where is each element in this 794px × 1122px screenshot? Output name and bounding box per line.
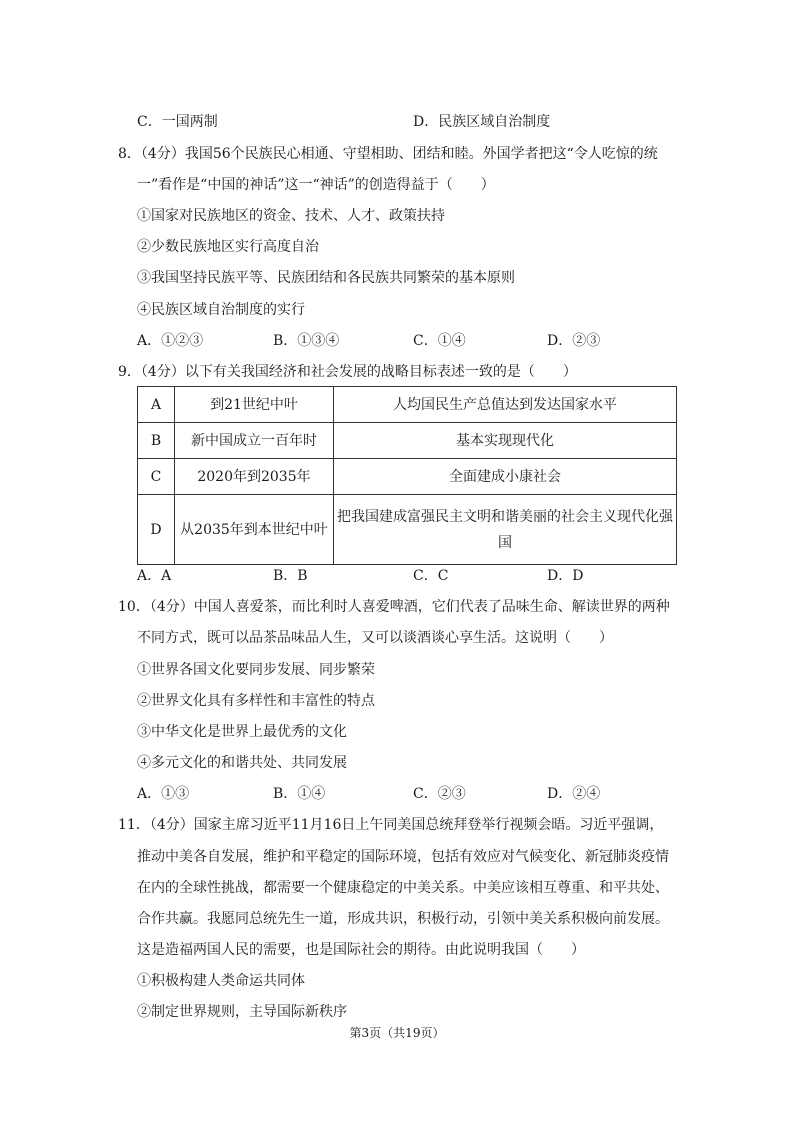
q9-options-row <box>0 566 794 586</box>
q10-statement-3: ③中华文化是世界上最优秀的文化 <box>137 724 347 740</box>
q8-stem-line1: 8．（4分）我国56个民族民心相通、守望相助、团结和睦。外国学者把这“令人吃惊的统 <box>118 146 658 162</box>
q7-options-row <box>0 112 794 132</box>
q10-statement-4: ④多元文化的和谐共处、共同发展 <box>137 755 347 771</box>
q9-row-c-goal: 全面建成小康社会 <box>334 459 677 495</box>
q8-stem-line2: 一”看作是“中国的神话”这一“神话”的创造得益于（ ） <box>137 177 495 193</box>
q10-options-row <box>0 784 794 804</box>
q9-row-d-goal: 把我国建成富强民主文明和谐美丽的社会主义现代化强国 <box>334 495 677 565</box>
page-number-footer: 第3页（共19页） <box>349 1026 445 1040</box>
q10-stem-line2: 不同方式，既可以品茶品味品人生，又可以谈酒谈心享生活。这说明（ ） <box>137 630 613 646</box>
q8-statement-1: ①国家对民族地区的资金、技术、人才、政策扶持 <box>137 208 445 224</box>
q11-stem-line1: 11．（4分）国家主席习近平11月16日上午同美国总统拜登举行视频会晤。习近平强调， <box>118 817 664 833</box>
q9-row-c-time: 2020年到2035年 <box>175 459 334 495</box>
table-row <box>138 423 677 459</box>
q9-row-d-letter: D <box>138 495 175 565</box>
q9-stem: 9．（4分）以下有关我国经济和社会发展的战略目标表述一致的是（ ） <box>118 364 577 380</box>
q9-row-a-letter: A <box>138 387 175 423</box>
q9-row-b-goal: 基本实现现代化 <box>334 423 677 459</box>
q9-row-a-goal: 人均国民生产总值达到发达国家水平 <box>334 387 677 423</box>
q7-option-d: D．民族区域自治制度 <box>413 114 551 130</box>
q8-statement-3: ③我国坚持民族平等、民族团结和各民族共同繁荣的基本原则 <box>137 270 515 286</box>
q11-statement-1: ①积极构建人类命运共同体 <box>137 973 305 989</box>
q10-stem-line1: 10．（4分）中国人喜爱茶，而比利时人喜爱啤酒，它们代表了品味生命、解读世界的两种 <box>118 599 670 615</box>
q9-table <box>137 386 677 565</box>
q11-stem-line2: 推动中美各自发展，维护和平稳定的国际环境，包括有效应对气候变化、新冠肺炎疫情 <box>137 849 669 865</box>
q9-row-c-letter: C <box>138 459 175 495</box>
q10-option-d: D．②④ <box>547 786 601 802</box>
q9-row-b-time: 新中国成立一百年时 <box>175 423 334 459</box>
q7-option-c: C．一国两制 <box>137 114 218 130</box>
q9-option-d: D．D <box>547 568 584 584</box>
q8-options-row <box>0 331 794 351</box>
q8-option-b: B．①③④ <box>273 333 340 349</box>
q8-option-c: C．①④ <box>413 333 466 349</box>
q9-option-b: B．B <box>273 568 308 584</box>
q11-statement-2: ②制定世界规则，主导国际新秩序 <box>137 1004 347 1020</box>
table-row <box>138 387 677 423</box>
q10-option-a: A．①③ <box>137 786 190 802</box>
table-row <box>138 495 677 565</box>
q8-option-a: A．①②③ <box>137 333 204 349</box>
q9-row-d-time: 从2035年到本世纪中叶 <box>175 495 334 565</box>
q10-statement-1: ①世界各国文化要同步发展、同步繁荣 <box>137 662 375 678</box>
q8-option-d: D．②③ <box>547 333 601 349</box>
table-row <box>138 459 677 495</box>
q11-stem-line3: 在内的全球性挑战，都需要一个健康稳定的中美关系。中美应该相互尊重、和平共处、 <box>137 880 669 896</box>
q8-statement-2: ②少数民族地区实行高度自治 <box>137 239 319 255</box>
q10-option-c: C．②③ <box>413 786 466 802</box>
q10-statement-2: ②世界文化具有多样性和丰富性的特点 <box>137 693 375 709</box>
q8-statement-4: ④民族区域自治制度的实行 <box>137 302 305 318</box>
q9-row-a-time: 到21世纪中叶 <box>175 387 334 423</box>
q9-option-c: C．C <box>413 568 449 584</box>
q9-row-b-letter: B <box>138 423 175 459</box>
q10-option-b: B．①④ <box>273 786 326 802</box>
q11-stem-line5: 这是造福两国人民的需要，也是国际社会的期待。由此说明我国（ ） <box>137 942 585 958</box>
q11-stem-line4: 合作共赢。我愿同总统先生一道，形成共识，积极行动，引领中美关系积极向前发展。 <box>137 911 669 927</box>
q9-option-a: A．A <box>137 568 172 584</box>
